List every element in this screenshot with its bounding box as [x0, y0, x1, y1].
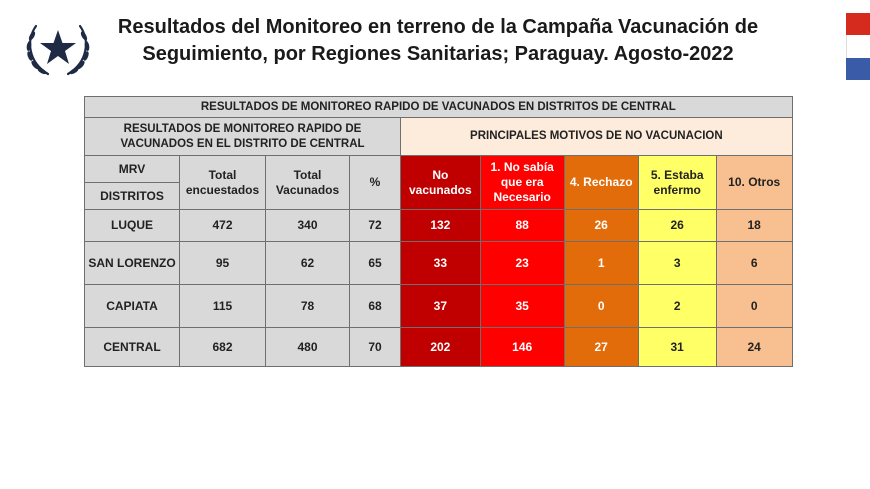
cell-rechazo: 26 — [564, 210, 638, 242]
cell-otros: 24 — [716, 328, 792, 367]
cell-encuestados: 682 — [180, 328, 266, 367]
title-line-2: Seguimiento, por Regiones Sanitarias; Paraguay. Agosto-2022 — [142, 43, 734, 65]
cell-otros: 0 — [716, 285, 792, 328]
cell-percent: 68 — [350, 285, 401, 328]
results-table — [84, 96, 793, 367]
mrv-label: MRV — [85, 156, 180, 183]
cell-otros: 18 — [716, 210, 792, 242]
district-name: CAPIATA — [85, 285, 180, 328]
cell-enfermo: 31 — [638, 328, 716, 367]
flag-blue-stripe — [846, 58, 870, 80]
cell-vacunados: 78 — [266, 285, 350, 328]
title-line-1: Resultados del Monitoreo en terreno de la Campaña Vacunación de — [117, 16, 759, 38]
cell-encuestados: 115 — [180, 285, 266, 328]
cell-vacunados: 480 — [266, 328, 350, 367]
flag-white-stripe — [846, 35, 870, 57]
cell-no-sabia: 146 — [480, 328, 564, 367]
table-row — [85, 242, 793, 285]
page-title — [108, 14, 768, 68]
cell-enfermo: 2 — [638, 285, 716, 328]
cell-encuestados: 472 — [180, 210, 266, 242]
cell-no-vacunados: 33 — [401, 242, 481, 285]
table-row — [85, 285, 793, 328]
reasons-section-header: PRINCIPALES MOTIVOS DE NO VACUNACION — [401, 118, 793, 156]
col-enfermo: 5. Estaba enfermo — [638, 156, 716, 210]
cell-rechazo: 27 — [564, 328, 638, 367]
table-main-header: RESULTADOS DE MONITOREO RAPIDO DE VACUNADOS EN DISTRITOS DE CENTRAL — [85, 97, 793, 118]
col-no-sabia: 1. No sabía que era Necesario — [480, 156, 564, 210]
cell-enfermo: 26 — [638, 210, 716, 242]
distritos-label: DISTRITOS — [85, 183, 180, 210]
cell-percent: 72 — [350, 210, 401, 242]
cell-no-sabia: 88 — [480, 210, 564, 242]
col-total-vacunados: Total Vacunados — [266, 156, 350, 210]
paraguay-flag — [846, 13, 870, 80]
cell-enfermo: 3 — [638, 242, 716, 285]
district-name: SAN LORENZO — [85, 242, 180, 285]
cell-no-sabia: 35 — [480, 285, 564, 328]
flag-red-stripe — [846, 13, 870, 35]
cell-rechazo: 0 — [564, 285, 638, 328]
district-name: LUQUE — [85, 210, 180, 242]
left-section-header: RESULTADOS DE MONITOREO RAPIDO DE VACUNADOS EN EL DISTRITO DE CENTRAL — [85, 118, 401, 156]
cell-vacunados: 340 — [266, 210, 350, 242]
cell-vacunados: 62 — [266, 242, 350, 285]
district-name: CENTRAL — [85, 328, 180, 367]
col-no-vacunados: No vacunados — [401, 156, 481, 210]
star-laurel-emblem-icon — [22, 18, 94, 80]
cell-rechazo: 1 — [564, 242, 638, 285]
cell-encuestados: 95 — [180, 242, 266, 285]
col-total-encuestados: Total encuestados — [180, 156, 266, 210]
table-row — [85, 328, 793, 367]
cell-no-vacunados: 37 — [401, 285, 481, 328]
cell-no-vacunados: 132 — [401, 210, 481, 242]
cell-no-vacunados: 202 — [401, 328, 481, 367]
col-otros: 10. Otros — [716, 156, 792, 210]
col-percent: % — [350, 156, 401, 210]
cell-otros: 6 — [716, 242, 792, 285]
cell-percent: 65 — [350, 242, 401, 285]
col-rechazo: 4. Rechazo — [564, 156, 638, 210]
table-row — [85, 210, 793, 242]
cell-no-sabia: 23 — [480, 242, 564, 285]
cell-percent: 70 — [350, 328, 401, 367]
